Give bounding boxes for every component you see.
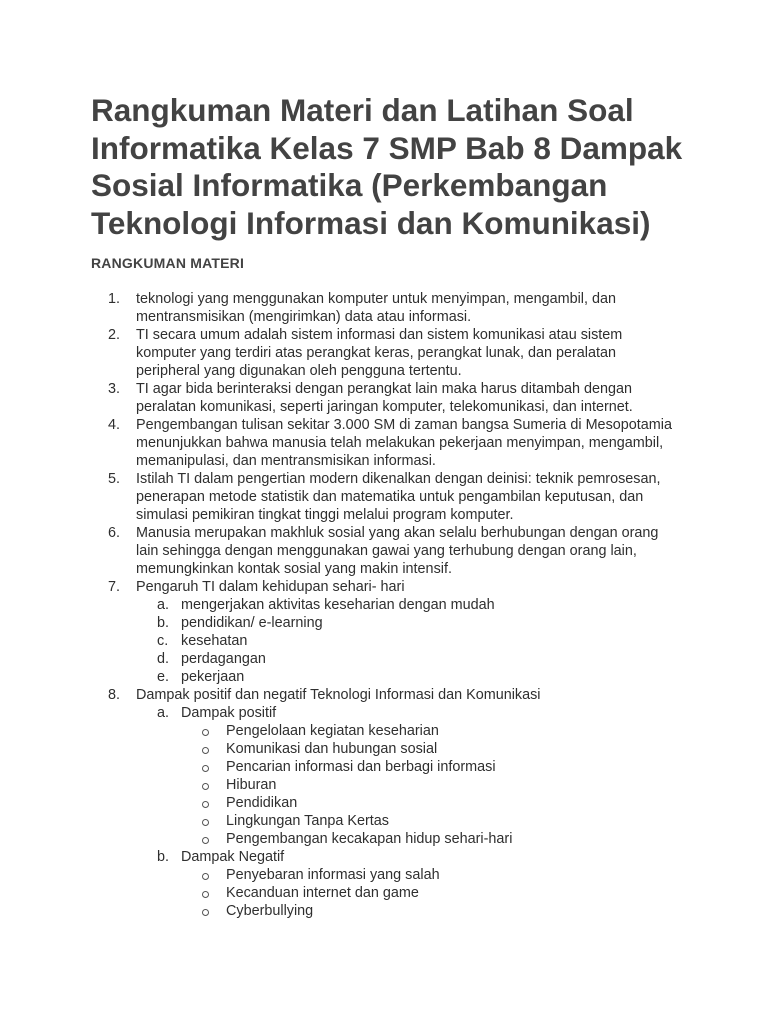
item-text: Manusia merupakan makhluk sosial yang akan selalu berhubungan dengan orang lain sehingga dengan menggunakan gawai yang terhubung dengan orang lain, memungkinkan kontak sosial yang makin intensif.	[136, 525, 659, 577]
bullet-text: Cyberbullying	[226, 903, 314, 919]
bullet-item	[181, 740, 676, 758]
sub-item-letter: d.	[157, 651, 170, 667]
sub-item-letter: e.	[157, 669, 170, 685]
sub-item	[136, 668, 676, 686]
numbered-list	[0, 290, 768, 920]
sub-item	[136, 614, 676, 632]
bullet-list	[181, 722, 676, 848]
bullet-item	[181, 884, 676, 902]
circle-bullet-icon	[202, 765, 209, 772]
list-item	[0, 470, 676, 524]
list-item	[0, 578, 676, 686]
bullet-item	[181, 830, 676, 848]
item-number: 4.	[108, 417, 121, 433]
bullet-item	[181, 902, 676, 920]
bullet-text: Pengelolaan kegiatan keseharian	[226, 723, 439, 739]
circle-bullet-icon	[202, 891, 209, 898]
item-text: teknologi yang menggunakan komputer untuk menyimpan, mengambil, dan mentransmisikan (mengirimkan) data atau informasi.	[136, 291, 616, 325]
bullet-text: Pencarian informasi dan berbagi informasi	[226, 759, 496, 775]
circle-bullet-icon	[202, 801, 209, 808]
document-title: Rangkuman Materi dan Latihan Soal Informatika Kelas 7 SMP Bab 8 Dampak Sosial Informatika (Perkembangan Teknologi Informasi dan Komunikasi)	[91, 92, 683, 241]
item-number: 5.	[108, 471, 121, 487]
sub-item	[136, 650, 676, 668]
sub-item-text: kesehatan	[181, 633, 248, 649]
circle-bullet-icon	[202, 909, 209, 916]
list-item	[0, 326, 676, 380]
list-item	[0, 380, 676, 416]
bullet-item	[181, 722, 676, 740]
circle-bullet-icon	[202, 747, 209, 754]
sub-item-letter: b.	[157, 849, 170, 865]
item-text: TI agar bida berinteraksi dengan perangkat lain maka harus ditambah dengan peralatan komunikasi, seperti jaringan komputer, telekomunikasi, dan internet.	[136, 381, 633, 415]
sub-list	[136, 596, 676, 686]
sub-item	[136, 632, 676, 650]
bullet-text: Penyebaran informasi yang salah	[226, 867, 440, 883]
circle-bullet-icon	[202, 783, 209, 790]
list-item	[0, 686, 676, 920]
bullet-item	[181, 812, 676, 830]
item-text: Pengembangan tulisan sekitar 3.000 SM di zaman bangsa Sumeria di Mesopotamia menunjukkan bahwa manusia telah melakukan pekerjaan menyimpan, mengambil, memanipulasi, dan mentransmisikan informasi.	[136, 417, 672, 469]
sub-item-letter: b.	[157, 615, 170, 631]
sub-item-letter: c.	[157, 633, 169, 649]
sub-item-text: perdagangan	[181, 651, 266, 667]
bullet-item	[181, 866, 676, 884]
sub-item-text: mengerjakan aktivitas keseharian dengan mudah	[181, 597, 495, 613]
item-number: 6.	[108, 525, 121, 541]
item-number: 1.	[108, 291, 121, 307]
item-text: Pengaruh TI dalam kehidupan sehari- hari	[136, 579, 405, 595]
sub-list	[136, 704, 676, 920]
item-text: Istilah TI dalam pengertian modern dikenalkan dengan deinisi: teknik pemrosesan, penerapan metode statistik dan matematika untuk pengambilan keputusan, dan simulasi pemikiran tingkat tinggi melalui program komputer.	[136, 471, 661, 523]
list-item	[0, 524, 676, 578]
bullet-text: Hiburan	[226, 777, 277, 793]
circle-bullet-icon	[202, 873, 209, 880]
item-number: 7.	[108, 579, 121, 595]
item-number: 3.	[108, 381, 121, 397]
sub-item-text: Dampak positif	[181, 705, 277, 721]
sub-item-text: pendidikan/ e-learning	[181, 615, 323, 631]
sub-item-letter: a.	[157, 705, 170, 721]
bullet-text: Lingkungan Tanpa Kertas	[226, 813, 389, 829]
list-item	[0, 416, 676, 470]
section-heading: RANGKUMAN MATERI	[91, 255, 245, 271]
sub-item-text: Dampak Negatif	[181, 849, 285, 865]
sub-item-letter: a.	[157, 597, 170, 613]
sub-item-text: pekerjaan	[181, 669, 245, 685]
circle-bullet-icon	[202, 819, 209, 826]
sub-item	[136, 596, 676, 614]
bullet-text: Pendidikan	[226, 795, 298, 811]
list-item	[0, 290, 676, 326]
bullet-item	[181, 758, 676, 776]
item-number: 8.	[108, 687, 121, 703]
item-text: Dampak positif dan negatif Teknologi Informasi dan Komunikasi	[136, 687, 541, 703]
circle-bullet-icon	[202, 729, 209, 736]
bullet-text: Pengembangan kecakapan hidup sehari-hari	[226, 831, 513, 847]
sub-item	[136, 848, 676, 920]
bullet-list	[181, 866, 676, 920]
bullet-item	[181, 776, 676, 794]
sub-item	[136, 704, 676, 848]
item-text: TI secara umum adalah sistem informasi dan sistem komunikasi atau sistem komputer yang terdiri atas perangkat keras, perangkat lunak, dan peralatan peripheral yang digunakan oleh pengguna tertentu.	[136, 327, 623, 379]
bullet-item	[181, 794, 676, 812]
circle-bullet-icon	[202, 837, 209, 844]
bullet-text: Kecanduan internet dan game	[226, 885, 419, 901]
item-number: 2.	[108, 327, 121, 343]
bullet-text: Komunikasi dan hubungan sosial	[226, 741, 438, 757]
